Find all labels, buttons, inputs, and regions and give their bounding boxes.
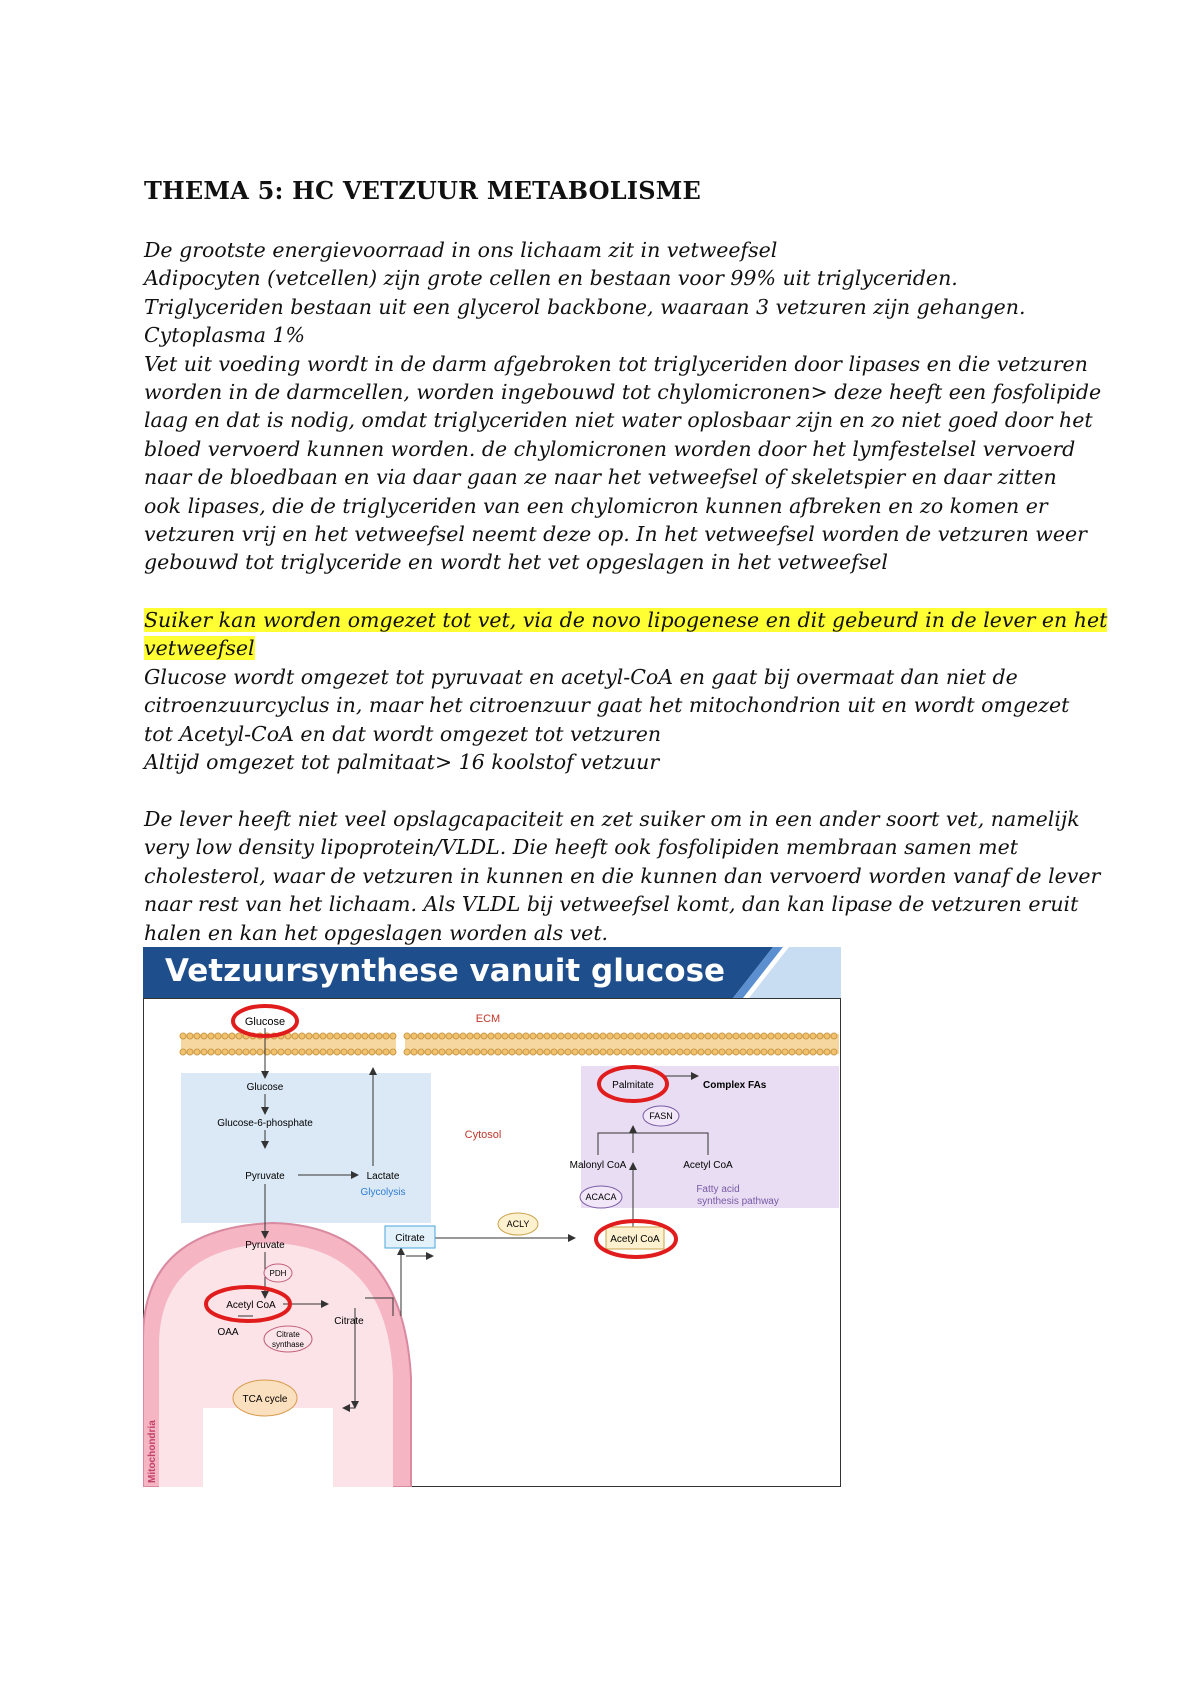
acaca-label: ACACA [585, 1192, 617, 1202]
paragraph3-line: halen en kan het opgeslagen worden als vet. [144, 920, 609, 945]
document-title: THEMA 5: HC VETZUUR METABOLISME [144, 176, 702, 205]
paragraph1-line: Cytoplasma 1% [144, 323, 305, 348]
paragraph1-line: laag en dat is nodig, omdat triglyceriden niet water oplosbaar zijn en zo niet goed door het [144, 408, 1093, 433]
glucose-label: Glucose [246, 1082, 284, 1093]
slide-header [143, 947, 841, 998]
slide-figure [143, 947, 841, 1487]
paragraph2-line: Glucose wordt omgezet tot pyruvaat en acetyl-CoA en gaat bij overmaat dan niet de [144, 665, 1018, 689]
cytosol-label: Cytosol [464, 1129, 502, 1141]
paragraph1-line: bloed vervoerd kunnen worden. de chylomicronen worden door het lymfestelsel vervoerd [144, 436, 1076, 461]
ecm-label: ECM [475, 1013, 501, 1025]
palmitate-label: Palmitate [612, 1080, 654, 1091]
paragraph1-line: De grootste energievoorraad in ons lichaam zit in vetweefsel [144, 238, 778, 262]
glucose-outside-label: Glucose [244, 1016, 286, 1028]
complex-fas-label: Complex FAs [703, 1080, 767, 1091]
paragraph1-line: Vet uit voeding wordt in de darm afgebroken tot triglyceriden door lipases en die vetzuren [144, 351, 1088, 376]
pyruvate-mito-label: Pyruvate [245, 1240, 285, 1251]
paragraph3-line: De lever heeft niet veel opslagcapaciteit en zet suiker om in een ander soort vet, namelijk [144, 807, 1080, 831]
citrate-synthase-label-1: Citrate [276, 1330, 300, 1339]
paragraph1-line: Triglyceriden bestaan uit een glycerol backbone, waaraan 3 vetzuren zijn gehangen. [144, 294, 1026, 319]
paragraph3-line: naar rest van het lichaam. Als VLDL bij vetweefsel komt, dan kan lipase de vetzuren eruit [144, 892, 1079, 917]
fasn-label: FASN [649, 1111, 673, 1121]
paragraph2-line: tot Acetyl-CoA en dat wordt omgezet tot vetzuren [144, 721, 662, 746]
paragraph1-line: Adipocyten (vetcellen) zijn grote cellen en bestaan voor 99% uit triglyceriden. [144, 266, 958, 291]
paragraph1-line: worden in de darmcellen, worden ingebouwd tot chylomicronen> deze heeft een fosfolipide [144, 380, 1102, 405]
acly-label: ACLY [506, 1219, 530, 1229]
mitochondria-cover [203, 1408, 333, 1487]
paragraph2-line: citroenzuurcyclus in, maar het citroenzuur gaat het mitochondrion uit en wordt omgezet [144, 693, 1070, 718]
citrate-cyto-label: Citrate [395, 1233, 425, 1244]
paragraph-glucose-conversion [144, 663, 1074, 777]
paragraph1-line: vetzuren vrij en het vetweefsel neemt deze op. In het vetweefsel worden de vetzuren weer [144, 522, 1087, 547]
paragraph-liver-vldl [144, 805, 1101, 947]
glycolysis-label: Glycolysis [360, 1187, 406, 1198]
fa-pathway-label-1: Fatty acid [696, 1184, 740, 1195]
pathway-diagram [143, 998, 841, 1487]
paragraph1-line: gebouwd tot triglyceride en wordt het vet opgeslagen in het vetweefsel [144, 550, 888, 575]
lactate-label: Lactate [366, 1171, 400, 1182]
paragraph-fat-storage [144, 236, 1102, 577]
citrate-mito-label: Citrate [334, 1316, 364, 1327]
paragraph1-line: ook lipases, die de triglyceriden van een chylomicron kunnen afbreken en zo komen er [144, 493, 1048, 518]
paragraph3-line: very low density lipoprotein/VLDL. Die heeft ook fosfolipiden membraan samen met [144, 835, 1018, 860]
glycolysis-region [181, 1073, 431, 1223]
tca-label: TCA cycle [242, 1394, 288, 1405]
paragraph1-line: naar de bloedbaan en via daar gaan ze naar het vetweefsel of skeletspier en daar zitten [144, 465, 1057, 490]
highlighted-paragraph [144, 606, 1108, 663]
highlight-line: vetweefsel [144, 636, 255, 661]
paragraph3-line: cholesterol, waar de vetzuren in kunnen en die kunnen dan vervoerd worden vanaf de lever [144, 863, 1101, 888]
mitochondria-label: Mitochondria [147, 1420, 158, 1483]
acetyl-cyto-label: Acetyl CoA [683, 1160, 733, 1171]
slide-title: Vetzuursynthese vanuit glucose [165, 953, 726, 989]
pyruvate-label: Pyruvate [245, 1171, 285, 1182]
acetyl-coa-cyto-label: Acetyl CoA [610, 1234, 660, 1245]
citrate-synthase-label-2: synthase [271, 1340, 305, 1349]
pdh-label: PDH [269, 1269, 287, 1278]
g6p-label: Glucose-6-phosphate [217, 1118, 313, 1129]
fa-pathway-label-2: synthesis pathway [697, 1196, 779, 1207]
oaa-label: OAA [217, 1327, 239, 1338]
acetyl-mito-label: Acetyl CoA [226, 1300, 276, 1311]
highlight-line: Suiker kan worden omgezet tot vet, via de novo lipogenese en dit gebeurd in de lever en het [144, 608, 1108, 632]
paragraph2-line: Altijd omgezet tot palmitaat> 16 koolstof vetzuur [144, 750, 660, 775]
malonyl-label: Malonyl CoA [569, 1160, 627, 1171]
